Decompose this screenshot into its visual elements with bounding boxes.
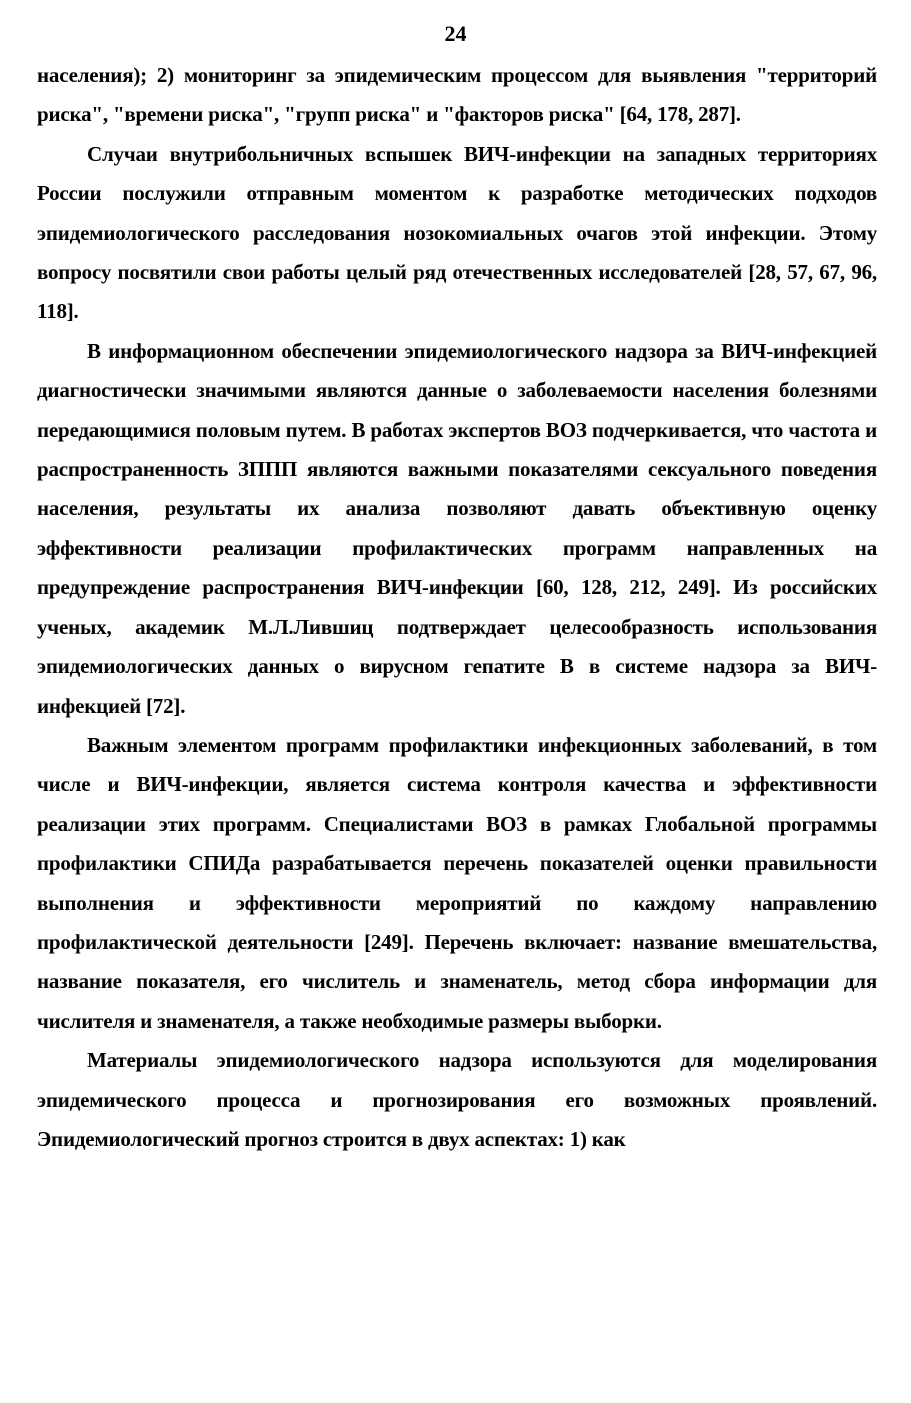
paragraph-4: Важным элементом программ профилактики инфекционных заболеваний, в том числе и ВИЧ-инфекции, является система контроля качества и эффективности реализации этих программ. Специалистами ВОЗ в рамках Глобальной программы профилактики СПИДа разрабатывается перечень показателей оценки правильности выполнения и эффективности мероприятий по каждому направлению профилактической деятельности [249]. Перечень включает: название вмешательства, название показателя, его числитель и знаменатель, метод сбора информации для числителя и знаменателя, а также необходимые размеры выборки.	[37, 732, 877, 1033]
paragraph-1: населения); 2) мониторинг за эпидемическим процессом для выявления "территорий риска", "времени риска", "групп риска" и "факторов риска" [64, 178, 287].	[37, 63, 877, 127]
paragraph-5: Материалы эпидемиологического надзора используются для моделирования эпидемического процесса и прогнозирования его возможных проявлений. Эпидемиологический прогноз строится в двух аспектах: 1) как	[37, 1048, 877, 1151]
body-text	[37, 56, 877, 1159]
paragraph-2: Случаи внутрибольничных вспышек ВИЧ-инфекции на западных территориях России послужили отправным моментом к разработке методических подходов эпидемиологического расследования нозокомиальных очагов этой инфекции. Этому вопросу посвятили свои работы целый ряд отечественных исследователей [28, 57, 67, 96, 118].	[37, 141, 877, 324]
page-number: 24	[444, 21, 467, 46]
paragraph-3: В информационном обеспечении эпидемиологического надзора за ВИЧ-инфекцией диагностически значимыми являются данные о заболеваемости населения болезнями передающимися половым путем. В работах экспертов ВОЗ подчеркивается, что частота и распространенность ЗППП являются важными показателями сексуального поведения населения, результаты их анализа позволяют давать объективную оценку эффективности реализации профилактических программ направленных на предупреждение распространения ВИЧ-инфекции [60, 128, 212, 249]. Из российских ученых, академик М.Л.Лившиц подтверждает целесообразность использования эпидемиологических данных о вирусном гепатите В в системе надзора за ВИЧ-инфекцией [72].	[37, 338, 877, 718]
